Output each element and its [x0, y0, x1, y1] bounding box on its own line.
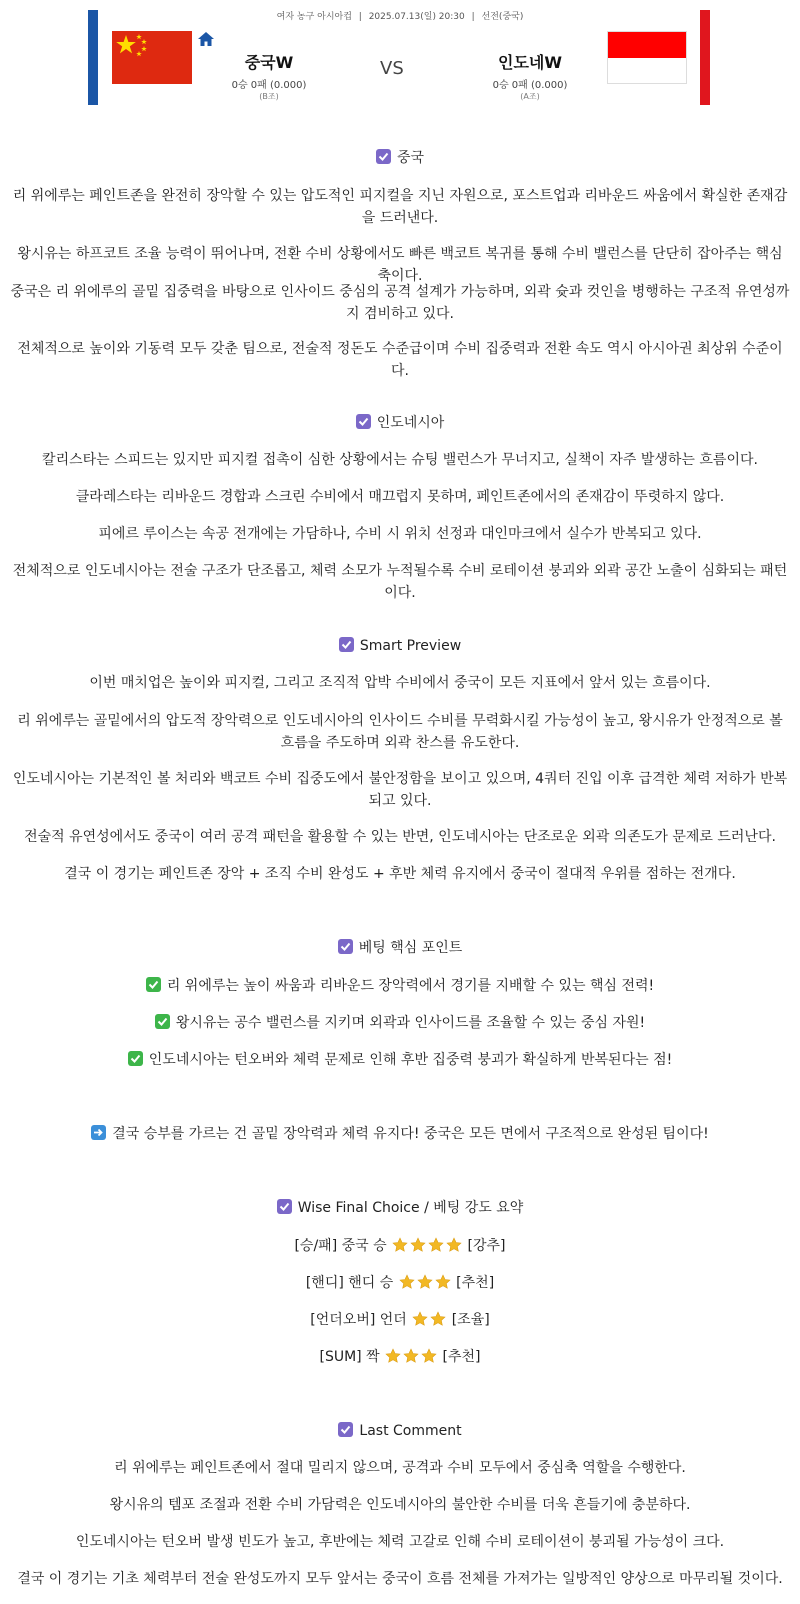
star-icon — [417, 1274, 433, 1290]
match-datetime: 2025.07.13(일) 20:30 — [368, 12, 465, 22]
star-icon — [399, 1274, 415, 1290]
star-icon — [446, 1237, 462, 1253]
match-venue: 선전(중국) — [481, 12, 524, 22]
point-text: 리 위에루는 높이 싸움과 리바운드 장악력에서 경기를 지배할 수 있는 핵심 전력! — [166, 978, 655, 994]
point-item — [10, 975, 790, 997]
section-title-text: 인도네시아 — [376, 415, 445, 431]
point-item — [10, 1012, 790, 1034]
home-team-record: 0승 0패 (0.000) — [231, 80, 307, 91]
paragraph: 리 위에루는 페인트존에서 절대 밀리지 않으며, 공격과 수비 모두에서 중심축 역할을 수행한다. — [114, 1460, 686, 1476]
paragraph: 결국 이 경기는 기초 체력부터 전술 완성도까지 모두 앞서는 중국이 흐름 전체를 가져가는 일방적인 양상으로 마무리될 것이다. — [17, 1571, 783, 1587]
pick-label: [언더오버] 언더 — [310, 1312, 412, 1328]
paragraph: 중국은 리 위에루의 골밑 집중력을 바탕으로 인사이드 중심의 공격 설계가 가능하며, 외곽 슛과 컷인을 병행하는 구조적 유연성까지 겸비하고 있다. — [10, 284, 790, 322]
away-color-bar — [700, 10, 710, 105]
league-name: 여자 농구 아시아컵 — [276, 12, 352, 22]
paragraph: 리 위에루는 페인트존을 완전히 장악할 수 있는 압도적인 피지컬을 지닌 자원으로, 포스트업과 리바운드 싸움에서 확실한 존재감을 드러낸다. — [12, 188, 788, 226]
checkbox-icon — [338, 1422, 353, 1437]
star-icon — [410, 1237, 426, 1253]
check-mark-icon — [146, 977, 161, 992]
paragraph: 인도네시아는 기본적인 볼 처리와 백코트 수비 집중도에서 불안정함을 보이고 있으며, 4쿼터 진입 이후 급격한 체력 저하가 반복되고 있다. — [12, 771, 788, 809]
home-team-icon — [198, 31, 214, 45]
pick-row — [10, 1272, 790, 1294]
section-title-china — [10, 147, 790, 169]
star-icon — [435, 1274, 451, 1290]
section-title-comment — [10, 1420, 790, 1442]
section-title-text: Last Comment — [359, 1423, 462, 1439]
paragraph: 리 위에루는 골밑에서의 압도적 장악력으로 인도네시아의 인사이드 수비를 무력화시킬 가능성이 높고, 왕시유가 안정적으로 볼 흐름을 주도하며 외곽 찬스를 유도한다. — [17, 713, 783, 751]
paragraph: 왕시유는 하프코트 조율 능력이 뛰어나며, 전환 수비 상황에서도 빠른 백코트 복귀를 통해 수비 밸런스를 단단히 잡아주는 핵심 축이다. — [17, 246, 783, 284]
star-icon — [412, 1311, 428, 1327]
point-text: 인도네시아는 턴오버와 체력 문제로 인해 후반 집중력 붕괴가 확실하게 반복된다는 점! — [148, 1052, 673, 1068]
paragraph: 전체적으로 인도네시아는 전술 구조가 단조롭고, 체력 소모가 누적될수록 수비 로테이션 붕괴와 외곽 공간 노출이 심화되는 패턴이다. — [12, 563, 788, 601]
pick-label: [승/패] 중국 승 — [294, 1238, 392, 1254]
arrow-right-icon — [91, 1125, 106, 1140]
point-text: 왕시유는 공수 밸런스를 지키며 외곽과 인사이드를 조율할 수 있는 중심 자원! — [175, 1015, 646, 1031]
indonesia-flag — [607, 31, 687, 84]
checkbox-icon — [339, 637, 354, 652]
match-meta — [0, 9, 800, 22]
pick-strength: [추천] — [438, 1349, 481, 1365]
checkbox-icon — [338, 939, 353, 954]
check-mark-icon — [155, 1014, 170, 1029]
section-title-final — [10, 1197, 790, 1219]
away-team-record: 0승 0패 (0.000) — [492, 80, 568, 91]
checkbox-icon — [356, 414, 371, 429]
star-icon — [385, 1348, 401, 1364]
meta-separator: | — [358, 12, 362, 22]
star-icon — [430, 1311, 446, 1327]
section-title-indonesia — [10, 412, 790, 434]
away-team[interactable] — [475, 50, 585, 102]
pick-strength: [추천] — [451, 1275, 495, 1291]
conclusion — [10, 1123, 790, 1145]
paragraph: 인도네시아는 턴오버 발생 빈도가 높고, 후반에는 체력 고갈로 인해 수비 로테이션이 붕괴될 가능성이 크다. — [75, 1534, 725, 1550]
pick-row — [10, 1309, 790, 1331]
paragraph: 이번 매치업은 높이와 피지컬, 그리고 조직적 압박 수비에서 중국이 모든 지표에서 앞서 있는 흐름이다. — [89, 675, 711, 691]
away-team-group: (A조) — [520, 92, 540, 101]
section-title-points — [10, 937, 790, 959]
pick-label: [SUM] 짝 — [319, 1349, 385, 1365]
home-team-group: (B조) — [259, 92, 279, 101]
pick-strength: [조율] — [447, 1312, 490, 1328]
paragraph: 피에르 루이스는 속공 전개에는 가담하나, 수비 시 위치 선정과 대인마크에서 실수가 반복되고 있다. — [98, 526, 702, 542]
paragraph: 왕시유의 템포 조절과 전환 수비 가담력은 인도네시아의 불안한 수비를 더욱 흔들기에 충분하다. — [109, 1497, 691, 1513]
paragraph: 전술적 유연성에서도 중국이 여러 공격 패턴을 활용할 수 있는 반면, 인도네시아는 단조로운 외곽 의존도가 문제로 드러난다. — [24, 829, 776, 845]
star-icon — [428, 1237, 444, 1253]
star-icon — [392, 1237, 408, 1253]
checkbox-icon — [277, 1199, 292, 1214]
check-mark-icon — [128, 1051, 143, 1066]
section-title-text: Smart Preview — [359, 638, 462, 654]
match-header — [0, 0, 800, 110]
vs-label: VS — [380, 58, 404, 79]
checkbox-icon — [376, 149, 391, 164]
paragraph: 전체적으로 높이와 기동력 모두 갖춘 팀으로, 전술적 정돈도 수준급이며 수비 집중력과 전환 속도 역시 아시아권 최상위 수준이다. — [17, 341, 783, 379]
home-team[interactable] — [214, 50, 324, 102]
meta-separator: | — [471, 12, 475, 22]
home-color-bar — [88, 10, 98, 105]
china-flag — [112, 31, 192, 84]
star-icon — [403, 1348, 419, 1364]
point-item — [10, 1049, 790, 1071]
pick-row — [10, 1346, 790, 1368]
section-title-text: Wise Final Choice / 베팅 강도 요약 — [297, 1200, 524, 1216]
pick-label: [핸디] 핸디 승 — [305, 1275, 398, 1291]
star-icon — [421, 1348, 437, 1364]
section-title-text: 중국 — [396, 150, 425, 166]
home-team-name: 중국W — [244, 53, 294, 72]
pick-strength: [강추] — [463, 1238, 506, 1254]
away-team-name: 인도네W — [497, 53, 563, 72]
section-title-text: 베팅 핵심 포인트 — [358, 940, 463, 956]
conclusion-text: 결국 승부를 가르는 건 골밑 장악력과 체력 유지다! 중국은 모든 면에서 구조적으로 완성된 팀이다! — [112, 1126, 709, 1142]
paragraph: 칼리스타는 스피드는 있지만 피지컬 접촉이 심한 상황에서는 슈팅 밸런스가 무너지고, 실책이 자주 발생하는 흐름이다. — [42, 452, 758, 468]
section-title-preview — [10, 635, 790, 657]
paragraph: 결국 이 경기는 페인트존 장악 + 조직 수비 완성도 + 후반 체력 유지에서 중국이 절대적 우위를 점하는 전개다. — [64, 866, 736, 882]
pick-row — [10, 1235, 790, 1257]
paragraph: 클라레스타는 리바운드 경합과 스크린 수비에서 매끄럽지 못하며, 페인트존에서의 존재감이 뚜렷하지 않다. — [75, 489, 725, 505]
